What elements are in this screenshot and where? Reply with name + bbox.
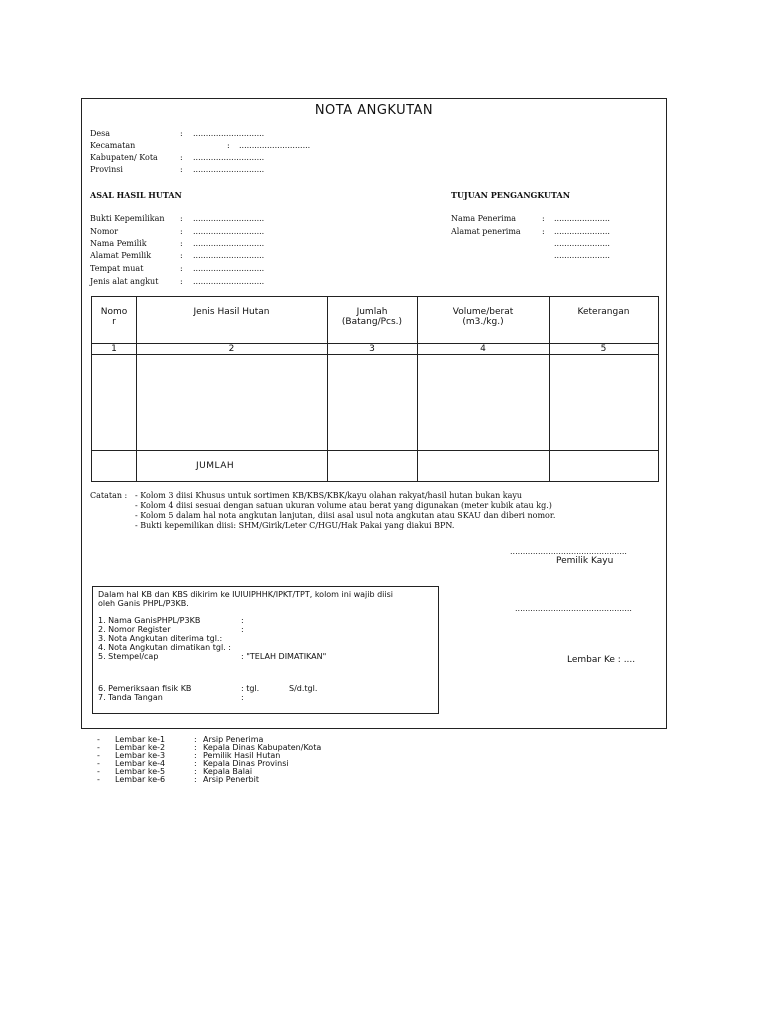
ganis-intro: Dalam hal KB dan KBS dikirim ke IUIUIPHHK/IPKT/TPT, kolom ini wajib diisi [98,590,394,599]
field-label-alamat-penerima: Alamat penerima [451,227,521,236]
list-sep: : [194,759,197,768]
header-volume: Volume/berat (m3./kg.) [452,307,514,327]
signature-label: Pemilik Kayu [556,556,614,566]
list-item-value: Arsip Penerbit [203,775,259,784]
field-dots-alamat-pemilik[interactable]: ............................ [193,251,265,260]
list-item-label: Lembar ke-2 [115,743,166,752]
field-label-nama-penerima: Nama Penerima [451,214,517,223]
ganis-stamp-value: : "TELAH DIMATIKAN" [241,652,327,661]
ganis-item-value[interactable]: : [241,693,244,702]
field-label-tempat-muat: Tempat muat [90,264,144,273]
list-item-label: Lembar ke-4 [115,759,166,768]
list-bullet: - [97,775,100,784]
field-dots-kecamatan[interactable]: ............................ [239,141,311,150]
field-dots-desa[interactable]: ............................ [193,129,265,138]
field-dots-bukti[interactable]: ............................ [193,214,265,223]
column-number: 1 [111,344,117,354]
field-label-kecamatan: Kecamatan [90,141,136,150]
column-number: 5 [600,344,607,354]
row-divider [92,354,658,355]
field-dots-nomor[interactable]: ............................ [193,227,265,236]
ganis-box [92,586,439,714]
field-dots-alamat-penerima[interactable]: ...................... [554,227,610,236]
field-label-nomor: Nomor [90,227,119,236]
column-number: 2 [228,344,235,354]
field-sep: : [180,214,183,223]
field-label-alamat-pemilik: Alamat Pemilik [90,251,152,260]
field-dots-provinsi[interactable]: ............................ [193,165,265,174]
ganis-item-value[interactable]: : [241,625,244,634]
field-sep: : [180,165,183,174]
column-number: 3 [369,344,375,354]
field-dots-nama-pemilik[interactable]: ............................ [193,239,265,248]
field-sep: : [542,227,545,236]
field-dots-kabupaten[interactable]: ............................ [193,153,265,162]
list-sep: : [194,743,197,752]
field-label-kabupaten: Kabupaten/ Kota [90,153,158,162]
list-bullet: - [97,751,100,760]
list-item-label: Lembar ke-6 [115,775,166,784]
field-label-alat-angkut: Jenis alat angkut [90,277,159,286]
field-sep: : [180,129,183,138]
ganis-item-label: 5. Stempel/cap [98,652,159,661]
field-dots-extra[interactable]: ...................... [554,251,610,260]
field-sep: : [542,214,545,223]
ganis-sd-tgl[interactable]: S/d.tgl. [289,684,318,693]
field-dots-alat-angkut[interactable]: ............................ [193,277,265,286]
right-dots[interactable]: .............................................. [515,604,632,613]
catatan-item: - Kolom 3 diisi Khusus untuk sortimen KB/KBS/KBK/kayu olahan rakyat/hasil hutan bukan kayu [135,491,523,500]
tujuan-heading: TUJUAN PENGANGKUTAN [451,190,571,200]
list-bullet: - [97,759,100,768]
ganis-item-label: 3. Nota Angkutan diterima tgl.: [98,634,223,643]
list-item-label: Lembar ke-1 [115,735,166,744]
field-sep: : [180,264,183,273]
field-label-bukti: Bukti Kepemilikan [90,214,165,223]
list-sep: : [194,775,197,784]
form-title: NOTA ANGKUTAN [314,103,434,118]
signature-dots[interactable]: .............................................. [510,547,627,556]
catatan-label: Catatan : [90,491,128,500]
asal-heading: ASAL HASIL HUTAN [90,190,182,200]
header-keterangan: Keterangan [577,307,630,317]
ganis-item-label: 2. Nomor Register [98,625,171,634]
list-sep: : [194,751,197,760]
field-sep: : [180,277,183,286]
list-sep: : [194,735,197,744]
ganis-item-value[interactable]: : [241,616,244,625]
list-item-value: Pemilik Hasil Hutan [203,751,281,760]
list-bullet: - [97,767,100,776]
ganis-item-label: 6. Pemeriksaan fisik KB [98,684,192,693]
items-table [91,296,659,482]
ganis-tgl[interactable]: : tgl. [241,684,260,693]
field-label-nama-pemilik: Nama Pemilik [90,239,147,248]
lembar-ke: Lembar Ke : .... [567,655,636,665]
field-label-desa: Desa [90,129,111,138]
field-sep: : [227,141,230,150]
ganis-intro: oleh Ganis PHPL/P3KB. [98,599,189,608]
list-item-value: Arsip Penerima [203,735,264,744]
field-dots-tempat-muat[interactable]: ............................ [193,264,265,273]
list-item-label: Lembar ke-3 [115,751,166,760]
catatan-item: - Bukti kepemilikan diisi: SHM/Girik/Leter C/HGU/Hak Pakai yang diakui BPN. [135,521,455,530]
field-sep: : [180,227,183,236]
field-sep: : [180,153,183,162]
column-divider [549,297,550,481]
field-sep: : [180,251,183,260]
list-item-value: Kepala Dinas Kabupaten/Kota [203,743,322,752]
list-bullet: - [97,743,100,752]
header-jenis: Jenis Hasil Hutan [193,307,270,317]
list-bullet: - [97,735,100,744]
catatan-item: - Kolom 4 diisi sesuai dengan satuan ukuran volume atau berat yang digunakan (meter kubik atau kg.) [135,501,552,510]
list-item-value: Kepala Balai [203,767,253,776]
catatan-item: - Kolom 5 dalam hal nota angkutan lanjutan, diisi asal usul nota angkutan atau SKAU dan diberi nomor. [135,511,556,520]
list-sep: : [194,767,197,776]
header-nomor: Nomo r [100,307,128,327]
column-divider [136,297,137,481]
total-label: JUMLAH [196,461,235,471]
ganis-item-label: 1. Nama GanisPHPL/P3KB [98,616,201,625]
ganis-item-label: 7. Tanda Tangan [98,693,163,702]
field-label-provinsi: Provinsi [90,165,123,174]
row-divider [92,450,658,451]
column-number: 4 [480,344,486,354]
header-jumlah: Jumlah (Batang/Pcs.) [341,307,403,327]
field-dots-nama-penerima[interactable]: ...................... [554,214,610,223]
ganis-item-label: 4. Nota Angkutan dimatikan tgl. : [98,643,231,652]
field-sep: : [180,239,183,248]
list-item-value: Kepala Dinas Provinsi [203,759,289,768]
list-item-label: Lembar ke-5 [115,767,166,776]
nota-angkutan-form [81,98,667,729]
field-dots-extra[interactable]: ...................... [554,239,610,248]
